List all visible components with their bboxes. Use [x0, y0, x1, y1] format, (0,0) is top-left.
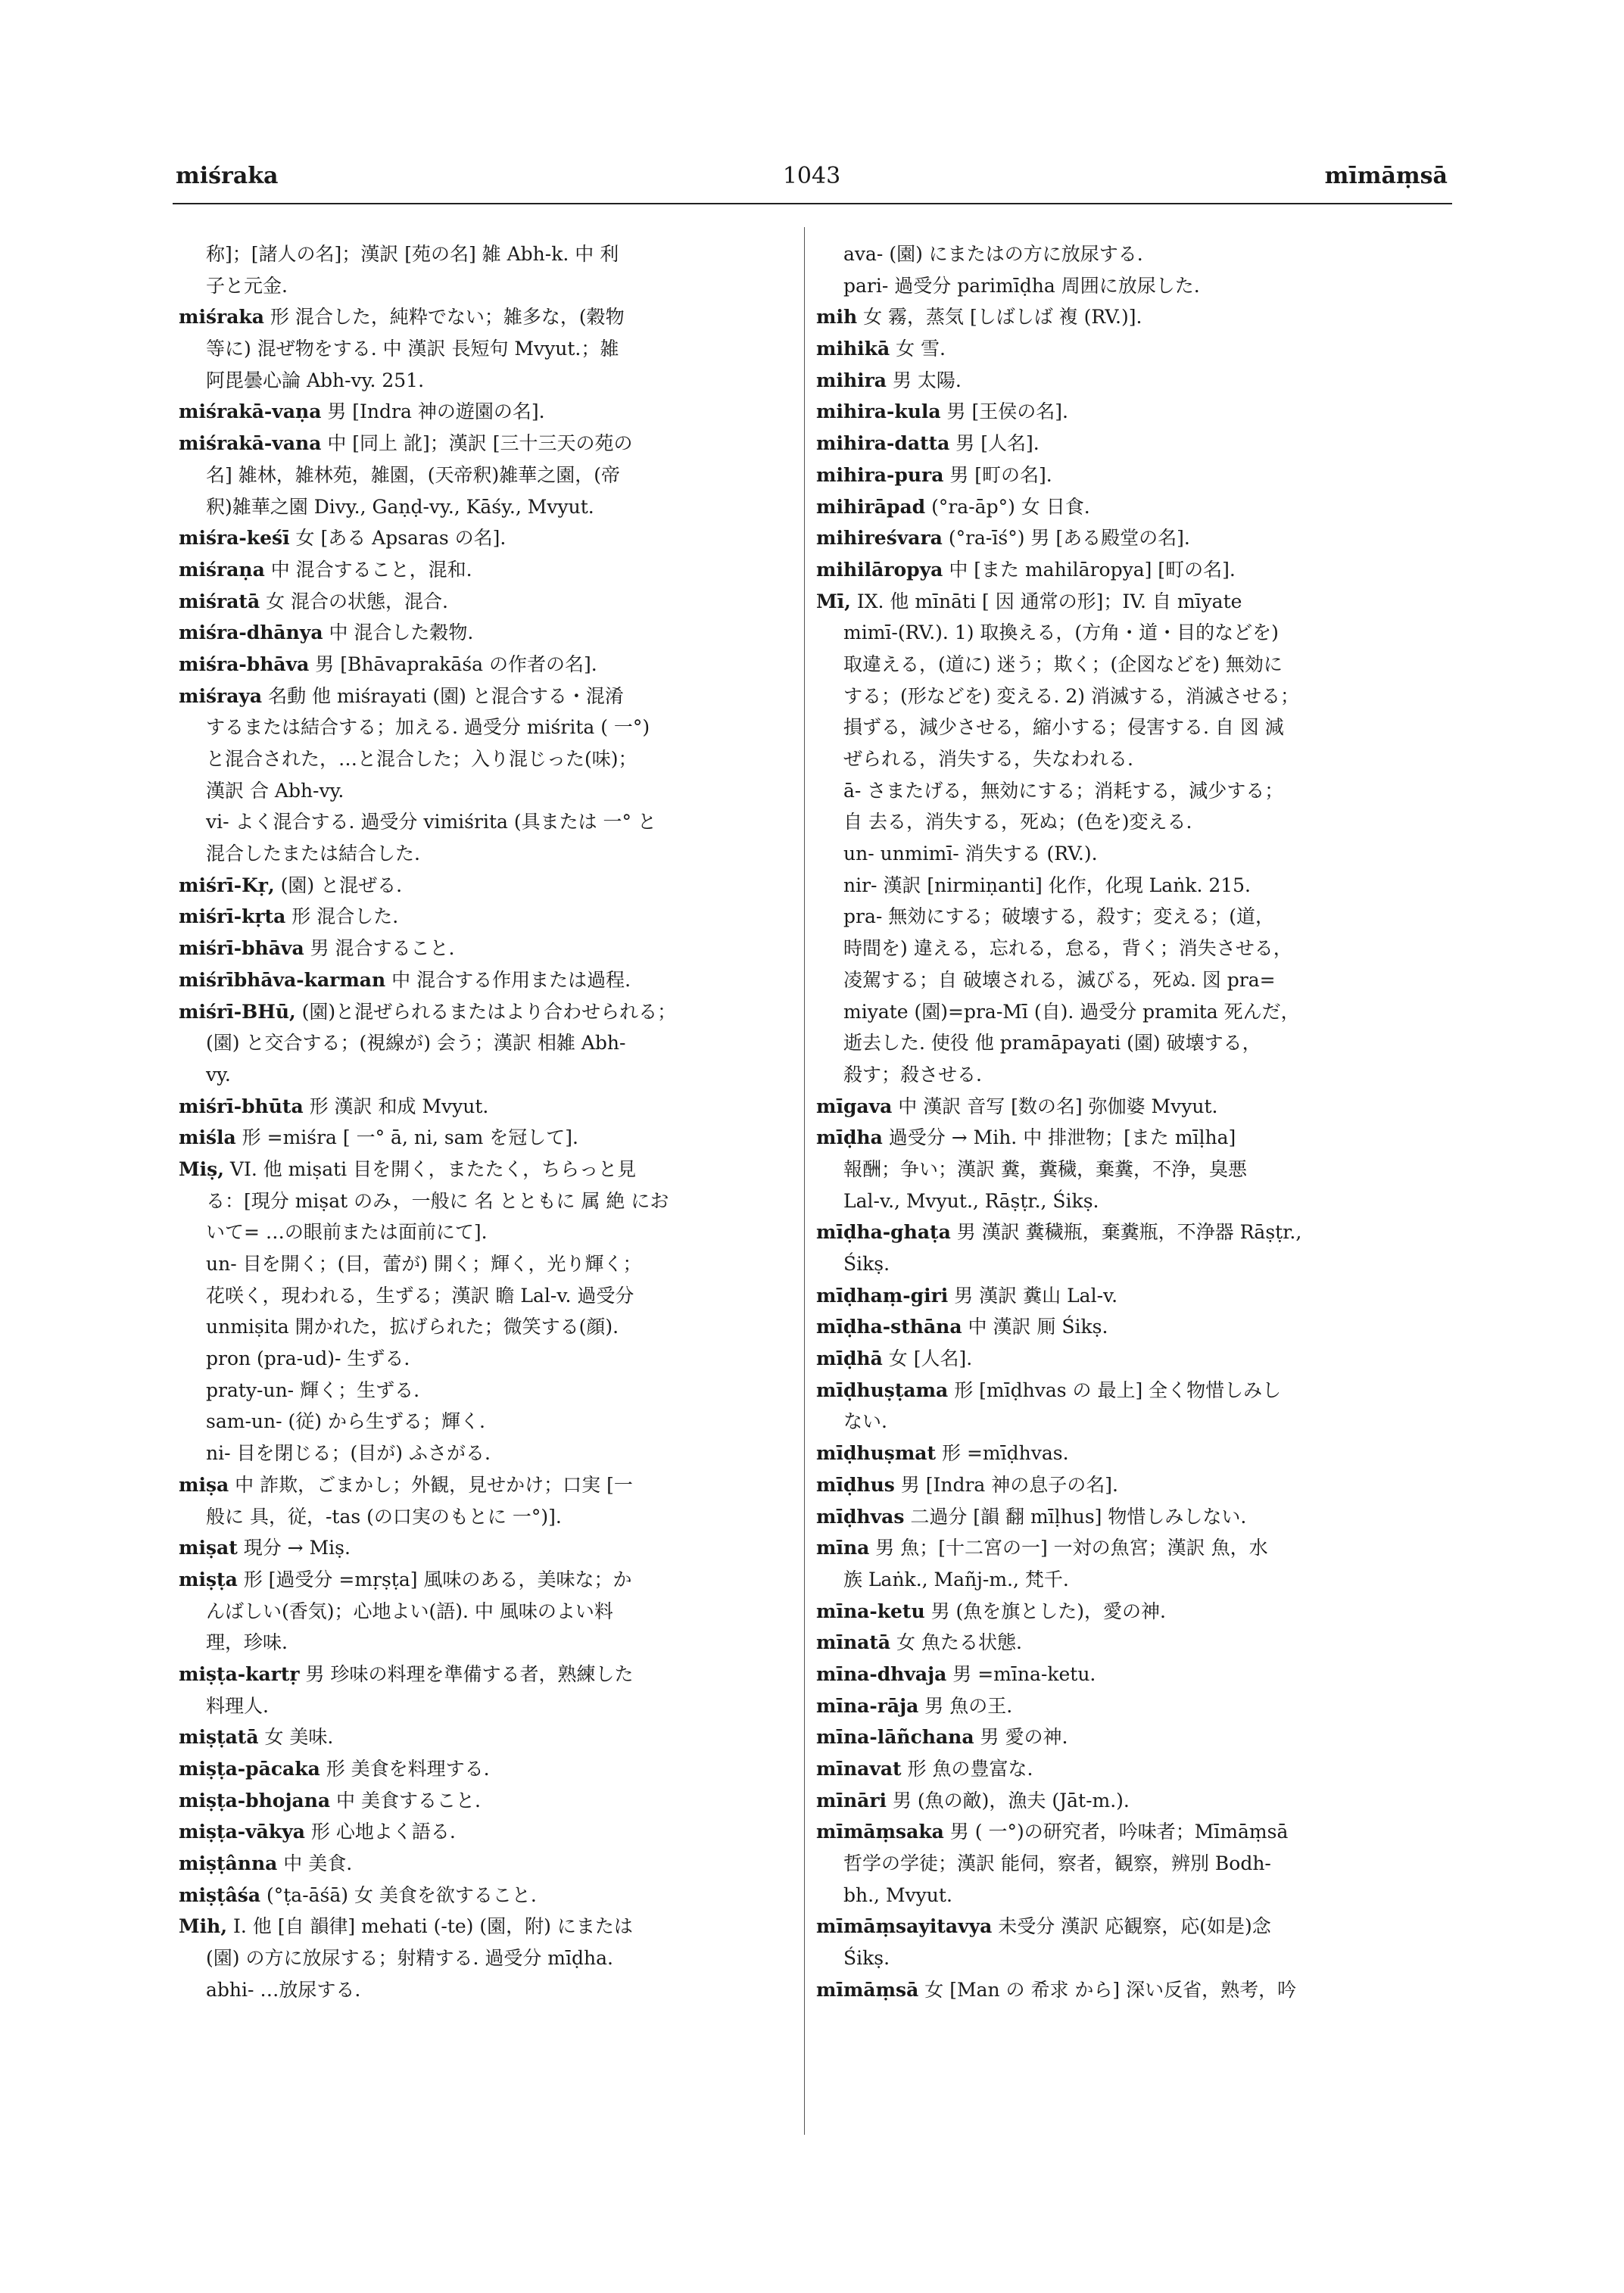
headword: mīḍhuṣmat	[816, 1442, 937, 1465]
entry-line: miśrakā-vaṇa 男 [Indra 神の遊園の名].	[179, 400, 545, 423]
headword: mihirāpad	[816, 495, 926, 518]
entry-line: mīnāri 男 (魚の敵)，漁夫 (Jāt-m.).	[816, 1789, 1130, 1812]
entry-continuation-line: 釈)雑華之園 Divy., Gaṇḍ-vy., Kāśy., Mvyut.	[206, 495, 594, 518]
headword: mihira	[816, 369, 887, 391]
entry-line: mīgava 中 漢訳 音写 [数の名] 弥伽婆 Mvyut.	[816, 1095, 1218, 1117]
entry-continuation-line: pari- 過受分 parimīḍha 周囲に放尿した.	[843, 274, 1200, 297]
right-column	[816, 238, 1448, 2006]
entry-line: miśrī-BHū, (園)と混ぜられるまたはより合わせられる；	[179, 1000, 677, 1023]
entry-continuation-line: Śikṣ.	[843, 1253, 890, 1275]
entry-continuation-line: Lal-v., Mvyut., Rāṣṭr., Śikṣ.	[843, 1189, 1099, 1212]
headword: miśrī-bhūta	[179, 1095, 304, 1117]
headword: miṣṭa-bhojana	[179, 1789, 331, 1812]
headword: miśrakā-vaṇa	[179, 400, 322, 423]
entry-continuation-line: ない.	[843, 1410, 887, 1433]
headword: miṣṭa	[179, 1568, 238, 1590]
entry-line: mīna 男 魚；[十二宮の一] 一対の魚宮；漢訳 魚，水	[816, 1537, 1268, 1559]
headword: miśraya	[179, 684, 263, 707]
entry-line: mihira 男 太陽.	[816, 369, 962, 391]
entry-continuation-line: する；(形などを) 変える. 2) 消滅する，消滅させる；	[843, 684, 1299, 707]
headword: miṣṭâśa	[179, 1883, 261, 1906]
entry-continuation-line: 凌駕する；自 破壊される，滅びる，死ぬ. 図 pra=	[843, 968, 1276, 991]
entry-continuation-line: un- 目を開く；(目，蕾が) 開く；輝く，光り輝く；	[206, 1253, 642, 1275]
entry-continuation-line: 殺す；殺させる.	[843, 1063, 982, 1086]
entry-line: mihira-datta 男 [人名].	[816, 432, 1040, 455]
entry-continuation-line: praty-un- 輝く；生ずる.	[206, 1379, 420, 1401]
entry-continuation-line: る：[現分 miṣat のみ，一般に 名 とともに 属 絶 にお	[206, 1189, 669, 1212]
page-header	[176, 163, 1448, 201]
headword: mīna-rāja	[816, 1694, 919, 1717]
headword: miśrī-bhāva	[179, 937, 304, 960]
entry-continuation-line: ā- さまたげる，無効にする；消耗する，減少する；	[843, 779, 1284, 802]
entry-line: miśraya 名動 他 miśrayati (園) と混合する・混淆	[179, 684, 624, 707]
entry-line: mihira-pura 男 [町の名].	[816, 463, 1052, 486]
headword: miśra-bhāva	[179, 653, 310, 675]
headword: miśrakā-vana	[179, 432, 322, 455]
headword: miṣa	[179, 1473, 229, 1496]
left-column	[179, 238, 800, 2006]
entry-line: miśra-bhāva 男 [Bhāvaprakāśa の作者の名].	[179, 653, 597, 675]
headword: mīḍhus	[816, 1473, 895, 1496]
entry-line: miśra-keśī 女 [ある Apsaras の名].	[179, 527, 507, 550]
entry-continuation-line: 名] 雑林，雑林苑，雑園，(天帝釈)雑華之園，(帝	[206, 463, 620, 486]
entry-continuation-line: (園) の方に放尿する；射精する. 過受分 mīḍha.	[206, 1947, 613, 1970]
entry-continuation-line: (園) と交合する；(視線が) 会う；漢訳 相雑 Abh-	[206, 1032, 626, 1055]
entry-continuation-line: sam-un- (従) から生ずる；輝く.	[206, 1410, 485, 1433]
left-guide-word: miśraka	[176, 163, 279, 189]
headword: mīgava	[816, 1095, 893, 1117]
entry-continuation-line: 取違える，(道に) 迷う；欺く；(企図などを) 無効に	[843, 653, 1283, 675]
entry-line: miṣṭâśa (°ṭa-āśā) 女 美食を欲すること.	[179, 1883, 537, 1906]
headword: mīna-dhvaja	[816, 1662, 947, 1685]
entry-line: miṣṭa 形 [過受分 =mṛṣṭa] 風味のある，美味な；か	[179, 1568, 632, 1590]
entry-continuation-line: abhi- …放尿する.	[206, 1978, 361, 2001]
entry-continuation-line: Śikṣ.	[843, 1947, 890, 1970]
entry-line: mihikā 女 雪.	[816, 338, 946, 360]
entry-continuation-line: 花咲く，現われる，生ずる；漢訳 瞻 Lal-v. 過受分	[206, 1284, 634, 1307]
entry-continuation-line: 般に 具，従，-tas (の口実のもとに 一°)].	[206, 1505, 562, 1528]
right-guide-word: mīmāṃsā	[1324, 163, 1448, 189]
entry-line: miṣṭa-vākya 形 心地よく語る.	[179, 1821, 456, 1843]
entry-line: Miṣ, VI. 他 miṣati 目を開く，またたく，ちらっと見	[179, 1157, 637, 1180]
entry-line: mīna-dhvaja 男 =mīna-ketu.	[816, 1662, 1096, 1685]
entry-line: mīmāṃsā 女 [Man の 希求 から] 深い反省，熟考，吟	[816, 1978, 1297, 2001]
entry-continuation-line: 族 Laṅk., Mañj-m., 梵千.	[843, 1568, 1069, 1590]
headword: mīḍha-sthāna	[816, 1316, 962, 1338]
entry-continuation-line: するまたは結合する；加える. 過受分 miśrita ( 一°)	[206, 716, 650, 739]
headword: mīmāṃsayitavya	[816, 1915, 993, 1938]
entry-continuation-line: 報酬；争い；漢訳 糞，糞穢，棄糞，不浄，臭悪	[843, 1157, 1247, 1180]
headword: miśrī-BHū,	[179, 1000, 296, 1023]
headword: miśrī-Kṛ,	[179, 874, 275, 896]
headword: miṣṭatā	[179, 1726, 259, 1749]
entry-line: miśraṇa 中 混合すること，混和.	[179, 558, 472, 581]
entry-line: miṣṭânna 中 美食.	[179, 1852, 353, 1875]
entry-line: miṣṭa-bhojana 中 美食すること.	[179, 1789, 481, 1812]
entry-continuation-line: いて= …の眼前または面前にて].	[206, 1221, 488, 1244]
headword: mīḍha	[816, 1126, 883, 1149]
entry-continuation-line: unmiṣita 開かれた，拡げられた；微笑する(顔).	[206, 1316, 619, 1338]
entry-line: mīḍhvas 二過分 [韻 翻 mīḷhus] 物惜しみしない.	[816, 1505, 1247, 1528]
entry-line: miṣa 中 詐欺，ごまかし；外観，見せかけ；口実 [一	[179, 1473, 633, 1496]
headword: mīnavat	[816, 1758, 902, 1780]
entry-line: miśrakā-vana 中 [同上 訛]；漢訳 [三十三天の苑の	[179, 432, 633, 455]
entry-continuation-line: bh., Mvyut.	[843, 1883, 952, 1906]
entry-continuation-line: 逝去した. 使役 他 pramāpayati (園) 破壊する，	[843, 1032, 1261, 1055]
entry-continuation-line: pra- 無効にする；破壊する，殺す；変える；(道，	[843, 905, 1275, 928]
entry-continuation-line: pron (pra-ud)- 生ずる.	[206, 1347, 410, 1370]
headword: mīḍhvas	[816, 1505, 905, 1528]
entry-line: mīḍhuṣṭama 形 [mīḍhvas の 最上] 全く物惜しみし	[816, 1379, 1282, 1401]
entry-line: mīnatā 女 魚たる状態.	[816, 1631, 1022, 1654]
headword: mih	[816, 306, 858, 329]
headword: miṣṭa-kartṛ	[179, 1662, 300, 1685]
entry-line: miśrībhāva-karman 中 混合する作用または過程.	[179, 968, 631, 991]
headword: mihireśvara	[816, 527, 943, 550]
entry-line: mīmāṃsaka 男 ( 一°)の研究者，吟味者；Mīmāṃsā	[816, 1821, 1289, 1843]
entry-continuation-line: 子と元金.	[206, 274, 288, 297]
headword: mīḍhaṃ-giri	[816, 1284, 949, 1307]
entry-line: miśratā 女 混合の状態，混合.	[179, 590, 448, 612]
entry-line: mihilāropya 中 [また mahilāropya] [町の名].	[816, 558, 1236, 581]
entry-continuation-line: ava- (園) にまたはの方に放尿する.	[843, 243, 1143, 265]
entry-line: miśrī-Kṛ, (園) と混ぜる.	[179, 874, 403, 896]
entry-continuation-line: vy.	[206, 1063, 231, 1086]
entry-continuation-line: 阿毘曇心論 Abh-vy. 251.	[206, 369, 425, 391]
entry-line: mihira-kula 男 [王侯の名].	[816, 400, 1068, 423]
headword: miśra-keśī	[179, 527, 290, 550]
entry-continuation-line: と混合された，…と混合した；入り混じった(味)；	[206, 748, 637, 770]
entry-line: miṣṭa-kartṛ 男 珍味の料理を準備する者，熟練した	[179, 1662, 634, 1685]
headword: Miṣ,	[179, 1157, 224, 1180]
page-number: 1043	[782, 163, 841, 189]
entry-continuation-line: 理，珍味.	[206, 1631, 288, 1654]
entry-line: miśra-dhānya 中 混合した穀物.	[179, 622, 474, 644]
entry-continuation-line: 自 去る，消失する，死ぬ；(色を)変える.	[843, 811, 1192, 833]
headword: mīna	[816, 1537, 870, 1559]
entry-continuation-line: ぜられる，消失する，失なわれる.	[843, 748, 1133, 770]
entry-continuation-line: んばしい(香気)；心地よい(語). 中 風味のよい料	[206, 1600, 613, 1622]
entry-continuation-line: 等に) 混ぜ物をする. 中 漢訳 長短句 Mvyut.；雑	[206, 338, 619, 360]
headword: miśratā	[179, 590, 260, 612]
entry-line: mih 女 霧，蒸気 [しばしば 複 (RV.)].	[816, 306, 1142, 329]
entry-line: mīḍhuṣmat 形 =mīḍhvas.	[816, 1442, 1069, 1465]
headword: mihira-datta	[816, 432, 950, 455]
entry-continuation-line: 損ずる，減少させる，縮小する；侵害する. 自 図 減	[843, 716, 1284, 739]
entry-line: miśrī-bhūta 形 漢訳 和成 Mvyut.	[179, 1095, 489, 1117]
headword: miśrībhāva-karman	[179, 968, 386, 991]
headword: Mī,	[816, 590, 851, 612]
entry-continuation-line: ni- 目を閉じる；(目が) ふさがる.	[206, 1442, 491, 1465]
headword: mihikā	[816, 338, 890, 360]
headword: miṣṭânna	[179, 1852, 278, 1875]
entry-line: miśrī-kṛta 形 混合した.	[179, 905, 399, 928]
headword: miśraka	[179, 306, 264, 329]
headword: miśla	[179, 1126, 236, 1149]
entry-line: mīmāṃsayitavya 未受分 漢訳 応観察，応(如是)念	[816, 1915, 1271, 1938]
entry-line: miṣat 現分 → Miṣ.	[179, 1537, 351, 1559]
entry-continuation-line: un- unmimī- 消失する (RV.).	[843, 843, 1098, 865]
headword: mīḍhuṣṭama	[816, 1379, 949, 1401]
entry-continuation-line: 時間を) 違える，忘れる，怠る，背く；消失させる，	[843, 937, 1292, 960]
entry-line: mīḍhaṃ-giri 男 漢訳 糞山 Lal-v.	[816, 1284, 1118, 1307]
headword: miṣat	[179, 1537, 238, 1559]
headword: mīḍhā	[816, 1347, 883, 1370]
entry-line: mīḍha 過受分 → Mih. 中 排泄物；[また mīḷha]	[816, 1126, 1236, 1149]
entry-line: miśrī-bhāva 男 混合すること.	[179, 937, 455, 960]
headword: mihira-pura	[816, 463, 944, 486]
headword: Mih,	[179, 1915, 228, 1938]
entry-line: Mī, IX. 他 mīnāti [ 因 通常の形]；IV. 自 mīyate	[816, 590, 1242, 612]
entry-continuation-line: vi- よく混合する. 過受分 vimiśrita (具または 一° と	[206, 811, 656, 833]
entry-line: mīḍha-ghaṭa 男 漢訳 糞穢瓶，棄糞瓶，不浄器 Rāṣṭr.,	[816, 1221, 1302, 1244]
headword: mīmāṃsā	[816, 1978, 919, 2001]
entry-line: mīḍhā 女 [人名].	[816, 1347, 973, 1370]
headword: mīna-ketu	[816, 1600, 925, 1622]
entry-line: miṣṭa-pācaka 形 美食を料理する.	[179, 1758, 490, 1780]
entry-continuation-line: miyate (園)=pra-Mī (自). 過受分 pramita 死んだ，	[843, 1000, 1300, 1023]
entry-line: mīḍhus 男 [Indra 神の息子の名].	[816, 1473, 1118, 1496]
headword: mīḍha-ghaṭa	[816, 1221, 951, 1244]
headword: miśrī-kṛta	[179, 905, 286, 928]
entry-line: mīnavat 形 魚の豊富な.	[816, 1758, 1033, 1780]
entry-line: mihirāpad (°ra-āp°) 女 日食.	[816, 495, 1090, 518]
entry-line: miṣṭatā 女 美味.	[179, 1726, 334, 1749]
header-rule	[173, 203, 1452, 204]
headword: mihilāropya	[816, 558, 943, 581]
entry-continuation-line: mimī-(RV.). 1) 取換える，(方角・道・目的などを)	[843, 622, 1279, 644]
entry-continuation-line: nir- 漢訳 [nirmiṇanti] 化作，化現 Laṅk. 215.	[843, 874, 1252, 896]
headword: miṣṭa-vākya	[179, 1821, 305, 1843]
entry-continuation-line: 漢訳 合 Abh-vy.	[206, 779, 344, 802]
headword: miśra-dhānya	[179, 622, 323, 644]
entry-line: mīna-ketu 男 (魚を旗とした)，愛の神.	[816, 1600, 1167, 1622]
entry-line: miśla 形 =miśra [ 一° ā, ni, sam を冠して].	[179, 1126, 578, 1149]
entry-continuation-line: 料理人.	[206, 1694, 269, 1717]
headword: mīna-lāñchana	[816, 1726, 974, 1749]
entry-continuation-line: 混合したまたは結合した.	[206, 843, 420, 865]
column-separator	[804, 227, 805, 2135]
entry-continuation-line: 称]；[諸人の名]；漢訳 [苑の名] 雑 Abh-k. 中 利	[206, 243, 619, 265]
entry-line: mīḍha-sthāna 中 漢訳 厠 Śikṣ.	[816, 1316, 1108, 1338]
entry-line: mīna-rāja 男 魚の王.	[816, 1694, 1013, 1717]
entry-line: miśraka 形 混合した，純粋でない；雑多な，(穀物	[179, 306, 625, 329]
headword: mihira-kula	[816, 400, 941, 423]
headword: mīnāri	[816, 1789, 887, 1812]
headword: miṣṭa-pācaka	[179, 1758, 320, 1780]
headword: mīmāṃsaka	[816, 1821, 944, 1843]
entry-line: mihireśvara (°ra-īś°) 男 [ある殿堂の名].	[816, 527, 1190, 550]
headword: miśraṇa	[179, 558, 265, 581]
entry-continuation-line: 哲学の学徒；漢訳 能伺，察者，観察，辨別 Bodh-	[843, 1852, 1271, 1875]
headword: mīnatā	[816, 1631, 891, 1654]
entry-line: Mih, I. 他 [自 韻律] mehati (-te) (園，附) にまたは	[179, 1915, 633, 1938]
entry-line: mīna-lāñchana 男 愛の神.	[816, 1726, 1068, 1749]
